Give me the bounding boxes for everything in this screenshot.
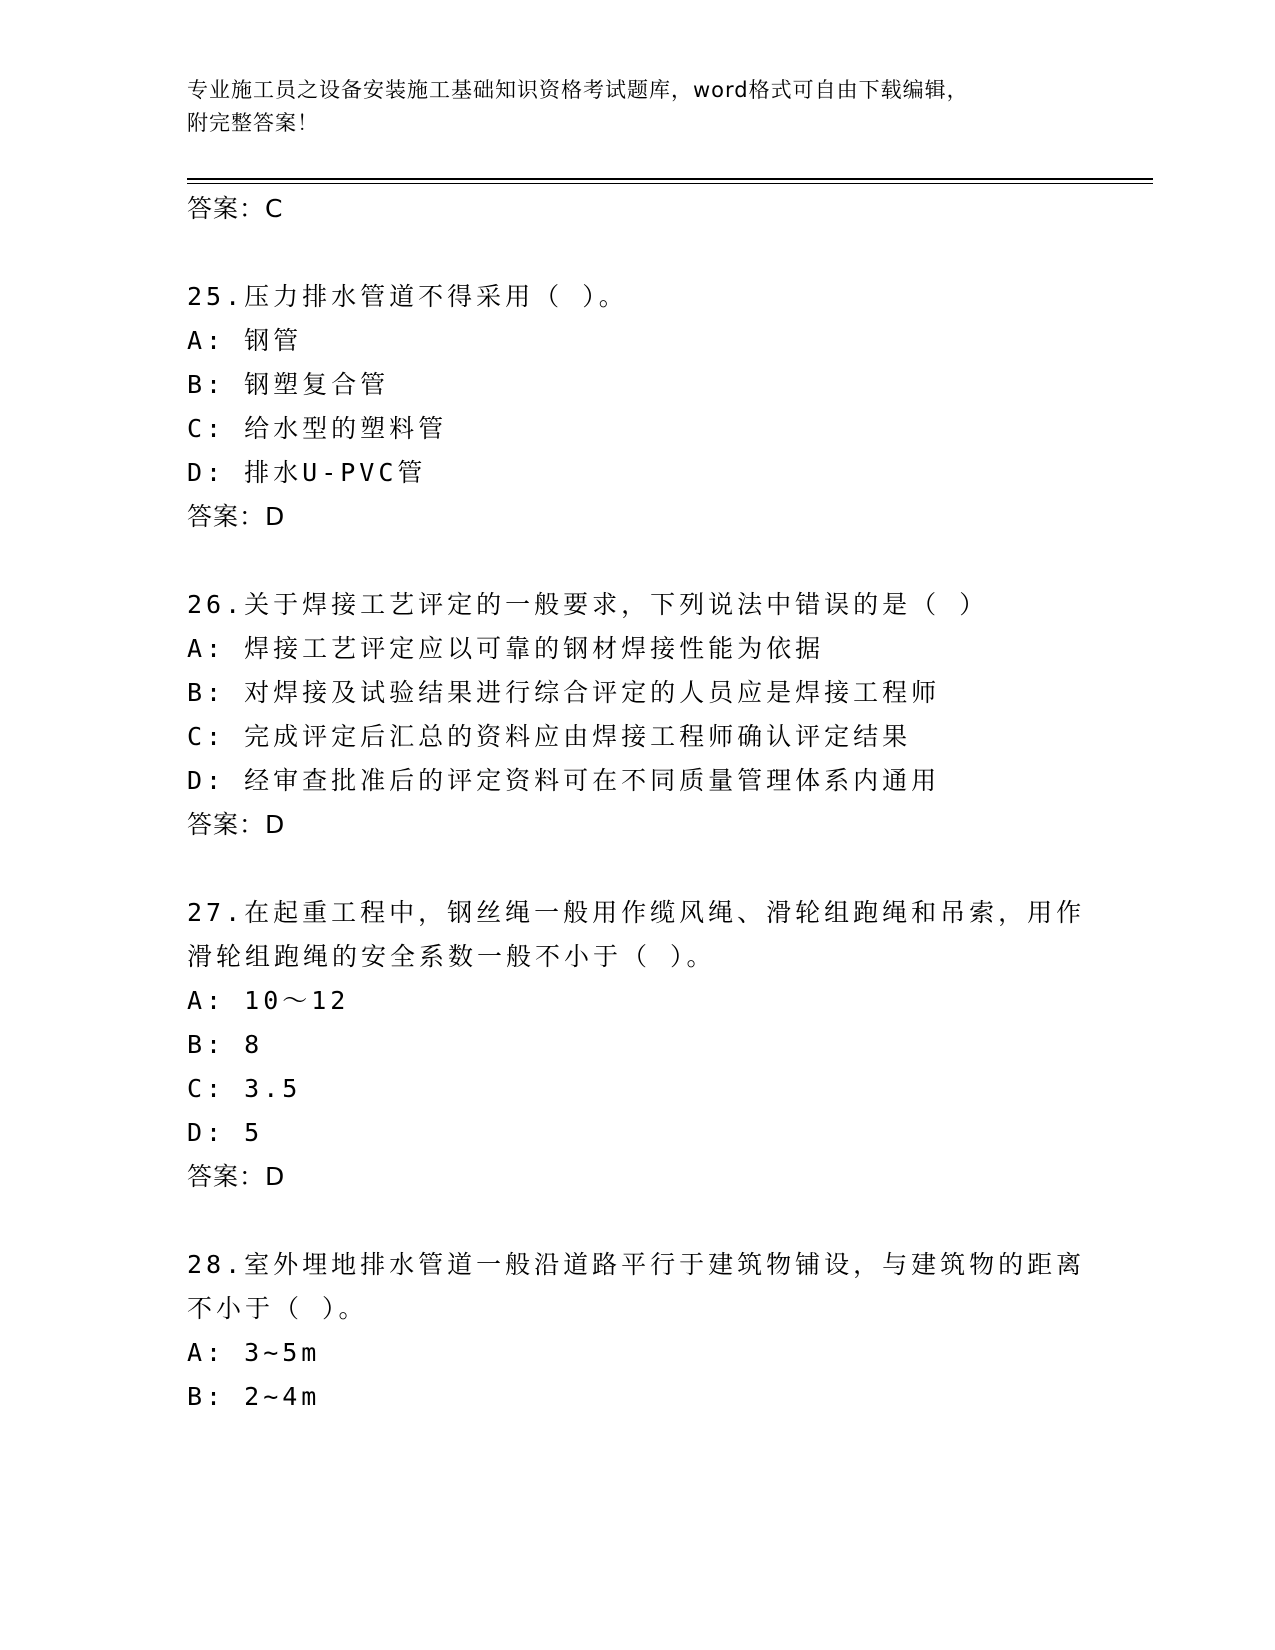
question-28-line-2: 不小于（ ）。 <box>187 1294 368 1323</box>
option-25-b: B: 钢塑复合管 <box>187 370 390 399</box>
option-27-b: B: 8 <box>187 1030 264 1059</box>
document-header <box>187 74 1087 140</box>
option-25-d: D: 排水U-PVC管 <box>187 458 427 487</box>
option-26-a: A: 焊接工艺评定应以可靠的钢材焊接性能为依据 <box>187 634 825 663</box>
option-26-b: B: 对焊接及试验结果进行综合评定的人员应是焊接工程师 <box>187 678 941 707</box>
answer-26: 答案：D <box>187 810 286 839</box>
header-line-1: 专业施工员之设备安装施工基础知识资格考试题库，word格式可自由下载编辑， <box>187 78 969 102</box>
option-26-c: C: 完成评定后汇总的资料应由焊接工程师确认评定结果 <box>187 722 912 751</box>
option-28-a: A: 3~5m <box>187 1338 321 1367</box>
question-26: 26.关于焊接工艺评定的一般要求，下列说法中错误的是（ ） <box>187 590 989 619</box>
question-25: 25.压力排水管道不得采用（ ）。 <box>187 282 628 311</box>
answer-24: 答案：C <box>187 194 284 223</box>
option-28-b: B: 2~4m <box>187 1382 321 1411</box>
question-28-line-1: 28.室外埋地排水管道一般沿道路平行于建筑物铺设，与建筑物的距离 <box>187 1250 1086 1279</box>
option-25-c: C: 给水型的塑料管 <box>187 414 448 443</box>
option-27-d: D: 5 <box>187 1118 264 1147</box>
option-25-a: A: 钢管 <box>187 326 303 355</box>
question-27-line-1: 27.在起重工程中，钢丝绳一般用作缆风绳、滑轮组跑绳和吊索，用作 <box>187 898 1086 927</box>
option-27-c: C: 3.5 <box>187 1074 302 1103</box>
question-27-line-2: 滑轮组跑绳的安全系数一般不小于（ ）。 <box>187 942 716 971</box>
answer-27: 答案：D <box>187 1162 286 1191</box>
header-divider-thin <box>187 183 1153 184</box>
header-line-2: 附完整答案！ <box>187 111 319 135</box>
header-divider-thick <box>187 178 1153 180</box>
option-27-a: A: 10～12 <box>187 986 350 1015</box>
answer-25: 答案：D <box>187 502 286 531</box>
option-26-d: D: 经审查批准后的评定资料可在不同质量管理体系内通用 <box>187 766 941 795</box>
